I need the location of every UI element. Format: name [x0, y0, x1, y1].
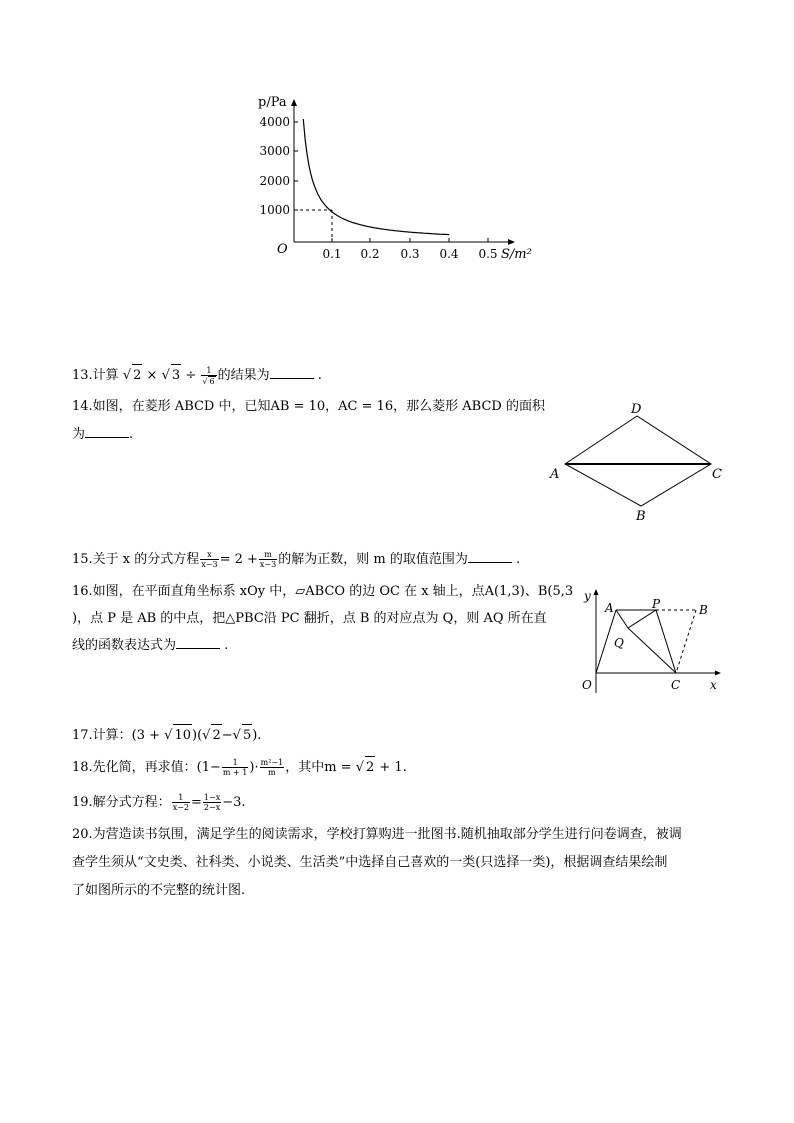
segment-pq [628, 610, 656, 628]
x-axis-label: x [710, 678, 717, 692]
question-14-line1: 14.如图，在菱形 ABCD 中，已知AB = 10，AC = 16，那么菱形 ABCD 的面积 [72, 399, 545, 414]
segment-aq [616, 610, 628, 628]
question-20-line3: 了如图所示的不完整的统计图. [72, 883, 246, 898]
question-14-line2: 为 . [72, 427, 134, 442]
origin-label: O [582, 678, 592, 692]
question-17: 17.计算：(3 + √ 10)(√ 2−√ 5). [72, 724, 261, 747]
answer-blank[interactable] [270, 366, 314, 379]
point-label-b: B [699, 603, 708, 617]
question-18: 18.先化简，再求值：(1− $\frac{1}{m + 1}$ )· $\frac{\text{m²−1}}{m}$ ，其中m = √ 2 + 1. [72, 758, 407, 777]
rhombus-figure [545, 400, 735, 528]
vertex-label-b: B [636, 509, 646, 524]
x-axis-label: S/m² [501, 247, 532, 262]
point-label-p: P [652, 597, 661, 611]
rhombus-abcd [565, 416, 711, 506]
answer-blank[interactable] [176, 636, 220, 649]
segment-bc [676, 610, 696, 673]
vertex-label-d: D [631, 402, 642, 417]
x-tick-label: 0.2 [360, 247, 380, 261]
hyperbola-curve [303, 119, 449, 235]
answer-blank[interactable] [468, 550, 512, 563]
y-axis-label: y [584, 589, 591, 603]
vertex-label-a: A [550, 467, 560, 482]
question-16-line3: 线的函数表达式为 . [72, 638, 229, 653]
x-tick-label: 0.3 [400, 247, 420, 261]
y-tick-label: 4000 [259, 115, 290, 129]
question-16-line2: )，点 P 是 AB 的中点，把△PBC沿 PC 翻折，点 B 的对应点为 Q，则 AQ 所在直 [72, 611, 547, 626]
question-13: 13.计算 √ 2 × √ 3 ÷ $\frac{1}{√ 6}$ 的结果为 . [72, 365, 322, 386]
y-tick-label: 1000 [259, 203, 290, 217]
y-axis-label: p/Pa [258, 95, 287, 110]
y-tick-label: 2000 [259, 174, 290, 188]
x-tick-label: 0.4 [439, 247, 459, 261]
question-20-line1: 20.为营造读书氛围，满足学生的阅读需求，学校打算购进一批图书.随机抽取部分学生进行问卷调查，被调 [72, 827, 682, 842]
question-20-line2: 查学生须从“文史类、社科类、小说类、生活类”中选择自己喜欢的一类(只选择一类)，根据调查结果绘制 [72, 855, 668, 870]
pressure-area-graph [250, 88, 550, 268]
point-label-c: C [671, 678, 681, 692]
answer-blank[interactable] [85, 425, 129, 438]
segment-oa [596, 610, 616, 673]
point-label-q: Q [614, 636, 624, 650]
question-19: 19.解分式方程： $\frac{1}{x-2}$ = $\frac{1-x}{2-x}$ −3. [72, 793, 246, 812]
vertex-label-c: C [712, 467, 722, 482]
x-tick-label: 0.5 [478, 247, 498, 261]
y-tick-label: 3000 [259, 144, 290, 158]
question-16-line1: 16.如图，在平面直角坐标系 xOy 中，▱ABCO 的边 OC 在 x 轴上，点A(1,3)、B(5,3 [72, 584, 574, 599]
origin-label: O [277, 242, 288, 257]
point-label-a: A [605, 601, 614, 615]
coordinate-figure [572, 584, 732, 696]
question-15: 15.关于 x 的分式方程 $\frac{x}{x-3}$ = 2 + $\frac{m}{x-3}$ 的解为正数，则 m 的取值范围为 . [72, 550, 521, 569]
x-tick-label: 0.1 [322, 247, 342, 261]
